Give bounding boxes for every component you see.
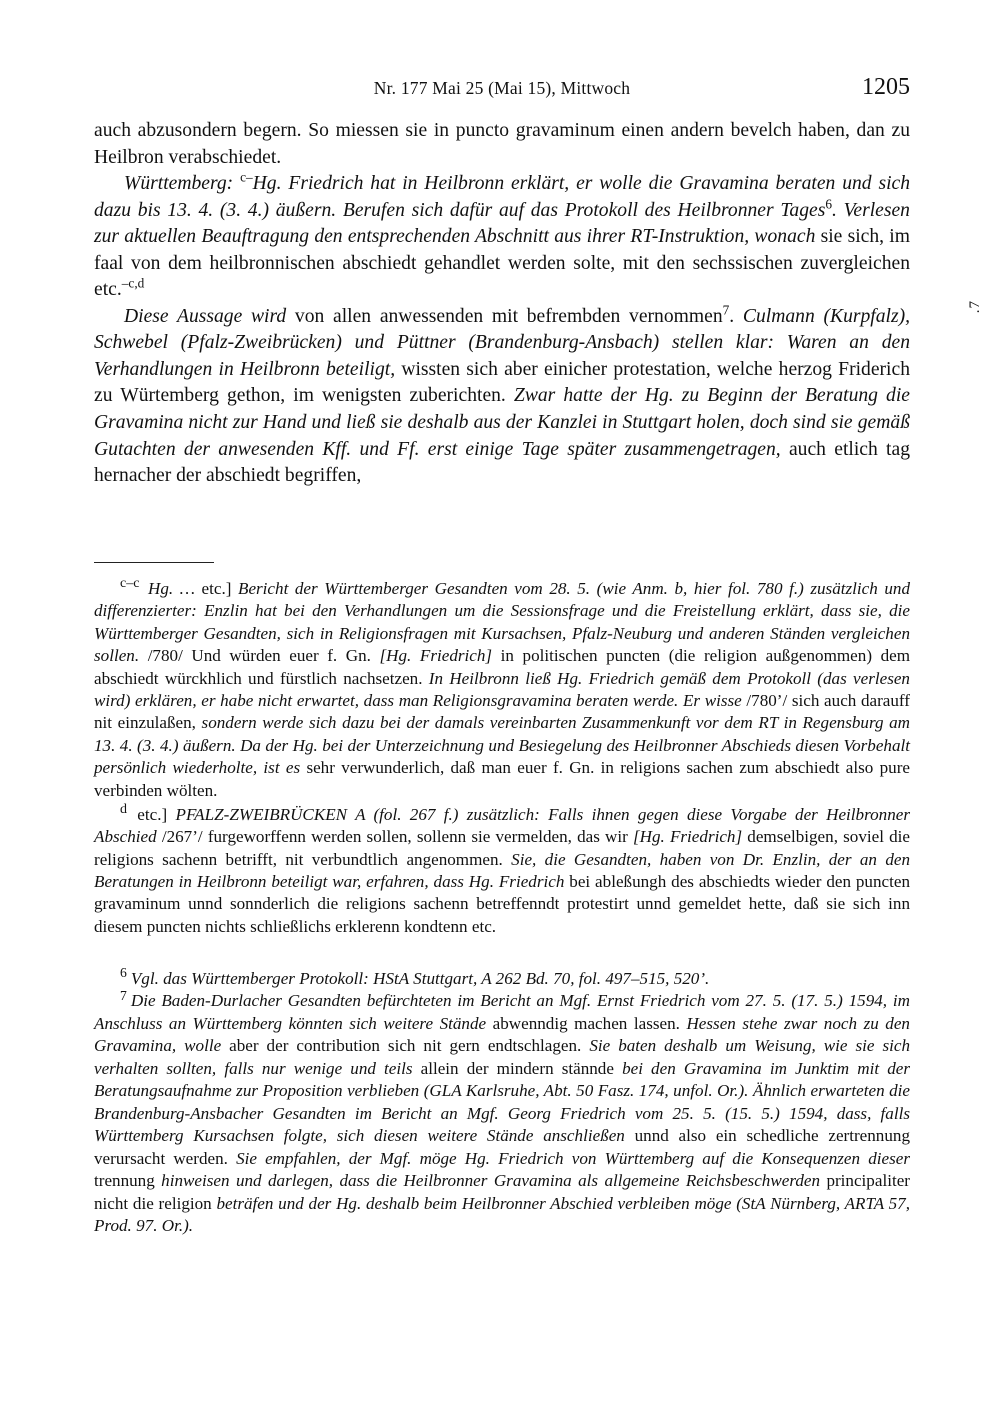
apparatus-notes — [94, 578, 910, 938]
page-header — [94, 74, 910, 106]
apparatus-note-d — [94, 804, 910, 938]
body-text — [94, 118, 910, 490]
p2-italic-1: Hg. Friedrich hat in Heilbronn erklärt, er wolle die Gravamina beraten und sich dazu bis 13. 4. (3. 4.) äußern. Berufen sich dafür auf das Protokoll des Heilbronner Tages — [94, 173, 911, 221]
footnote-7-text: Die Baden-Durlacher Gesandten befürchteten im Bericht an Mgf. Ernst Friedrich vom 27. 5. (17. 5.) 1594, im Anschluss an Württemberg könnten sich weitere Stände abwenndig machen lassen. Hessen stehe zwar noch zu den Gravamina, wolle aber der contribution sich nit gern endtschlagen. Sie baten deshalb um Weisung, wie sie sich verhalten sollten, falls nur wenige und teils allein der mindern stännde bei den Gravamina im Junktim mit der Beratungsaufnahme zur Proposition verblieben (GLA Karlsruhe, Abt. 50 Fasz. 174, unfol. Or.). Ähnlich erwarteten die Brandenburg-Ansbacher Gesandten im Bericht an Mgf. Georg Friedrich vom 25. 5. (15. 5.) 1594, dass, falls Württemberg Kursachsen folgte, sich diesen weitere Stände anschließen unnd also ein schedliche zertrennung verursacht werden. Sie empfahlen, der Mgf. möge Hg. Friedrich von Württemberg auf die Konsequenzen dieser trennung hinweisen und darlegen, dass die Heilbronner Gravamina als allgemeine Reichsbeschwerden principaliter nicht die religion beträfen und der Hg. deshalb beim Heilbronner Abschied verbleiben möge (StA Nürnberg, ARTA 57, Prod. 97. Or.). — [94, 991, 911, 1236]
p2-roman: sie sich, im faal von dem heilbronnischen abschiedt gehandlet werden solte, mit den sechssischen zuvergleichen etc. — [94, 226, 910, 301]
paragraph-3 — [94, 304, 910, 490]
apparatus-note-c — [94, 578, 910, 802]
p3-roman-2: wissten sich aber einicher protestation, welche herzog Friderich zu Würtemberg gethon, im wenigsten zuberichten. — [94, 358, 910, 407]
p2-italic-2: . Verlesen zur aktuellen Beauftragung den entsprechenden Abschnitt aus ihrer RT-Instruktion, wonach — [94, 199, 910, 248]
p3-roman-1: von allen anwessenden mit befrembden vernommen — [294, 305, 723, 327]
margin-note: .7 — [967, 300, 983, 314]
p2-marker-close: –c,d — [121, 275, 145, 291]
footnote-6-number: 6 — [120, 965, 127, 981]
paragraph-2 — [94, 171, 910, 304]
running-title: Nr. 177 Mai 25 (Mai 15), Mittwoch — [373, 78, 631, 98]
p3-footnote-ref-7: 7 — [722, 302, 730, 318]
apparatus-note-c-text: Hg. … etc.] Bericht der Württemberger Gesandten vom 28. 5. (wie Anm. b, hier fol. 780 f.) zusätzlich und differenzierter: Enzlin hat bei den Verhandlungen um die Sessionsfrage und die Freistellung erklärt, dass sie, die Württemberger Gesandten, sich in Religionsfragen mit Kursachsen, Pfalz-Neuburg und anderen Ständen vergleichen sollen. /780/ Und würden euer f. Gn. [Hg. Friedrich] in politischen puncten (die religion außgenommen) dem abschiedt würckhlich und fürstlich nachsetzen. In Heilbronn ließ Hg. Friedrich gemäß dem Protokoll (das verlesen wird) erklären, er habe nicht erwartet, dass man Religionsgravamina beraten werde. Er wisse /780’/ sich auch darauff nit einzulaßen, sondern werde sich dazu bei der damals vereinbarten Zusammenkunft vor dem RT in Regensburg am 13. 4. (3. 4.) äußern. Da der Hg. bei der Unterzeichnung und Besiegelung des Heilbronner Abschieds diesen Vorbehalt persönlich wiederholte, ist es sehr verwunderlich, daß man euer f. Gn. in religions sachen zum abschiedt also pure verbinden wölten. — [94, 579, 911, 800]
p2-lemma: Württemberg: — [124, 173, 241, 195]
p2-marker-open: c– — [240, 169, 253, 185]
footnote-6-text: Vgl. das Württemberger Protokoll: HStA Stuttgart, A 262 Bd. 70, fol. 497–515, 520’. — [130, 969, 710, 988]
footnote-7-number: 7 — [120, 987, 127, 1003]
page-number: 1205 — [862, 74, 910, 100]
apparatus-note-d-text: etc.] PFALZ-ZWEIBRÜCKEN A (fol. 267 f.) zusätzlich: Falls ihnen gegen diese Vorgabe der Heilbronner Abschied /267’/ furgeworffenn werden sollen, sollenn sie vermelden, das wir [Hg. Friedrich] demselbigen, soviel die religions sachenn betrifft, nit verbundtlich angenommen. Sie, die Gesandten, haben von Dr. Enzlin, der an den Beratungen in Heilbronn beteiligt war, erfahren, dass Hg. Friedrich bei ableßungh des abschiedts wieder den puncten gravaminum unnd sonnderlich die religions sachenn betreffenndt protestirt unnd gemeldet hette, daß sie sich inn diesem puncten nichts schließlichs erklerenn kondtenn etc. — [94, 804, 911, 936]
apparatus-note-c-label: c–c — [120, 576, 140, 592]
p3-italic-3: Zwar hatte der Hg. zu Beginn der Beratung die Gravamina nicht zur Hand und ließ sie deshalb aus der Kanzlei in Stuttgart holen, doch sind sie gemäß Gutachten der anwesenden Kff. und Ff. erst einige Tage später zusammengetragen, — [94, 385, 910, 460]
footnotes — [94, 965, 911, 1238]
p2-footnote-ref-6: 6 — [825, 196, 832, 212]
footnote-7 — [94, 987, 911, 1237]
paragraph-1: auch abzusondern begern. So miessen sie in puncto gravaminum einen andern bevelch haben, dan zu Heilbron verabschiedet. — [94, 120, 910, 168]
footnote-6 — [94, 965, 910, 990]
p3-italic-2: Culmann (Kurpfalz), Schwebel (Pfalz-Zweibrücken) und Püttner (Brandenburg-Ansbach) stellen klar: Waren an den Verhandlungen in Heilbronn beteiligt, — [94, 305, 911, 380]
p3-roman-1b: . — [729, 305, 743, 327]
p3-italic-1: Diese Aussage wird — [124, 305, 295, 327]
p3-roman-3: auch etlich tag hernacher der abschiedt begriffen, — [94, 438, 910, 487]
apparatus-note-d-label: d — [120, 802, 128, 818]
footnote-separator-rule — [94, 562, 214, 563]
